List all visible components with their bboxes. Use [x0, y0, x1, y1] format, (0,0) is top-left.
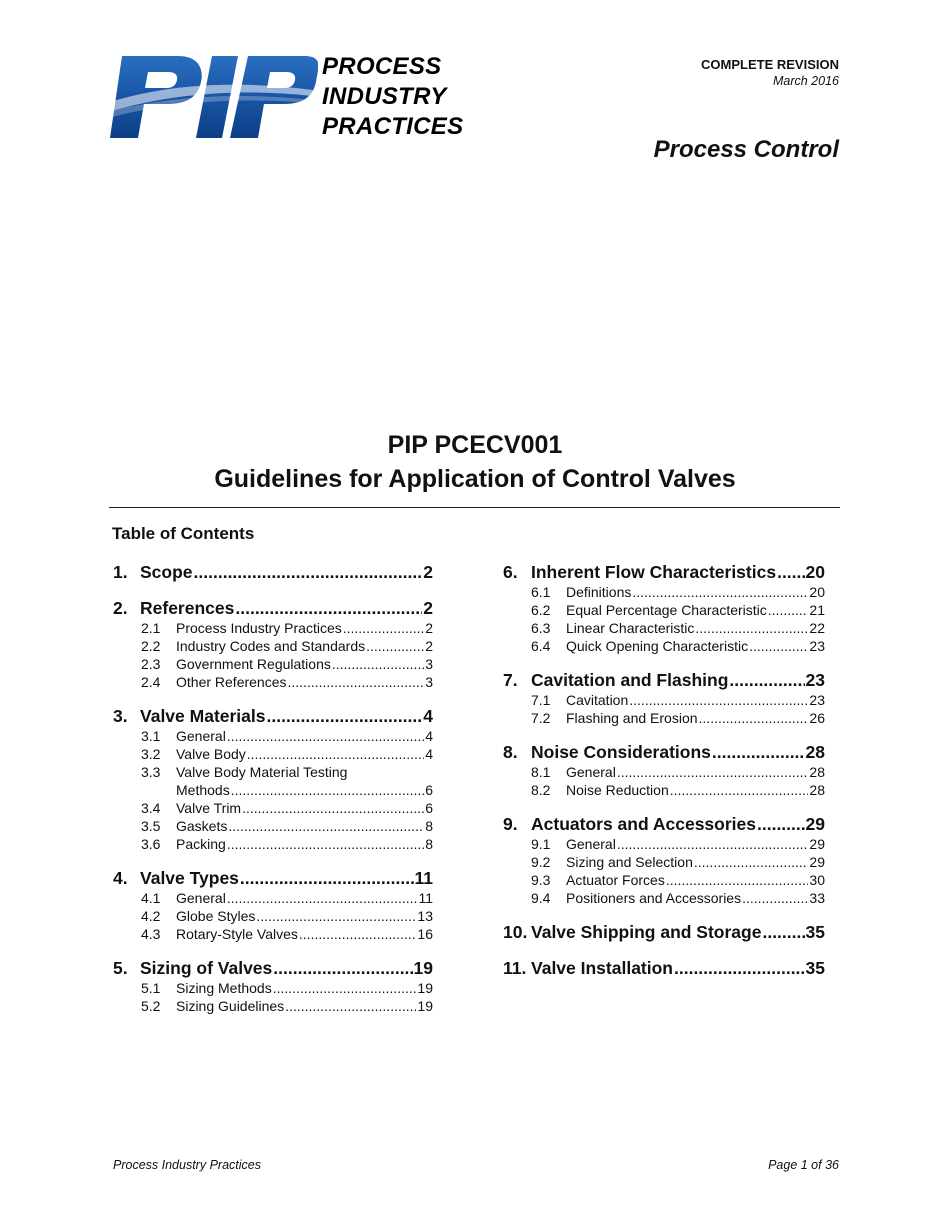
toc-leader-dots [343, 619, 424, 637]
toc-section-number: 3. [113, 706, 128, 726]
toc-subsection-page: 3 [425, 656, 433, 672]
toc-section-number: 4. [113, 868, 128, 888]
toc-section-entry[interactable] [113, 867, 433, 889]
toc-right-column [503, 561, 825, 979]
toc-section-entry[interactable] [503, 561, 825, 583]
toc-subsection-entry[interactable] [503, 853, 825, 871]
toc-section-title: Valve Shipping and Storage [531, 922, 762, 942]
toc-subsection-number: 2.3 [141, 656, 161, 672]
toc-subsection-entry[interactable] [113, 655, 433, 673]
toc-subsection-page: 33 [809, 890, 825, 906]
footer-organization: Process Industry Practices [113, 1158, 261, 1172]
logo-word: PRACTICES [322, 113, 464, 140]
toc-subsection-number: 6.3 [531, 620, 551, 636]
pip-logo [108, 50, 480, 146]
toc-leader-dots [227, 889, 418, 907]
toc-section-number: 8. [503, 742, 518, 762]
toc-subsection-number: 4.3 [141, 926, 161, 942]
document-category: Process Control [653, 136, 839, 163]
toc-section-number: 10. [503, 922, 528, 942]
toc-subsection-title: Sizing and Selection [566, 854, 693, 870]
toc-subsection-number: 9.4 [531, 890, 551, 906]
toc-section-number: 11. [503, 958, 527, 978]
toc-leader-dots [227, 727, 424, 745]
toc-subsection-title-continued: Methods [176, 782, 230, 798]
toc-leader-dots [242, 799, 424, 817]
toc-section-entry[interactable] [113, 705, 433, 727]
toc-subsection-page: 28 [809, 764, 825, 780]
toc-subsection-entry[interactable] [113, 673, 433, 691]
toc-subsection-entry[interactable] [113, 799, 433, 817]
toc-section-title: Sizing of Valves [140, 958, 273, 978]
toc-spacer [113, 691, 433, 705]
toc-leader-dots [247, 745, 424, 763]
toc-subsection-page: 20 [809, 584, 825, 600]
toc-subsection-page: 6 [425, 800, 433, 816]
toc-leader-dots [235, 597, 422, 619]
toc-subsection-number: 8.1 [531, 764, 551, 780]
toc-section-page: 28 [805, 742, 825, 762]
toc-subsection-entry[interactable] [503, 763, 825, 781]
toc-section-page: 20 [805, 562, 825, 582]
toc-subsection-number: 9.3 [531, 872, 551, 888]
toc-subsection-number: 3.2 [141, 746, 161, 762]
toc-section-title: Valve Types [140, 868, 239, 888]
toc-subsection-entry[interactable] [113, 907, 433, 925]
toc-subsection-title: Actuator Forces [566, 872, 665, 888]
toc-subsection-page: 13 [417, 908, 433, 924]
toc-spacer [113, 583, 433, 597]
toc-subsection-entry[interactable] [113, 763, 433, 781]
toc-subsection-entry[interactable] [503, 601, 825, 619]
toc-section-title: Noise Considerations [531, 742, 711, 762]
toc-leader-dots [617, 835, 809, 853]
toc-subsection-entry[interactable] [113, 835, 433, 853]
toc-subsection-page: 23 [809, 638, 825, 654]
title-divider [109, 507, 840, 508]
toc-subsection-entry[interactable] [503, 889, 825, 907]
toc-leader-dots [777, 561, 804, 583]
toc-subsection-title: Flashing and Erosion [566, 710, 698, 726]
toc-section-page: 19 [413, 958, 433, 978]
toc-subsection-entry[interactable] [113, 925, 433, 943]
toc-subsection-number: 6.4 [531, 638, 551, 654]
toc-subsection-page: 29 [809, 836, 825, 852]
toc-subsection-page: 2 [425, 620, 433, 636]
toc-leader-dots [699, 709, 809, 727]
toc-leader-dots [629, 691, 808, 709]
logo-word: INDUSTRY [322, 83, 447, 110]
toc-subsection-number: 3.4 [141, 800, 161, 816]
toc-leader-dots [742, 889, 808, 907]
toc-subsection-entry[interactable] [113, 817, 433, 835]
toc-spacer [503, 727, 825, 741]
toc-subsection-page: 2 [425, 638, 433, 654]
document-name: Guidelines for Application of Control Valves [214, 465, 736, 493]
toc-spacer [503, 943, 825, 957]
toc-subsection-entry[interactable] [503, 709, 825, 727]
toc-leader-dots [227, 835, 424, 853]
toc-subsection-title: Sizing Guidelines [176, 998, 285, 1014]
toc-leader-dots [695, 619, 808, 637]
toc-subsection-entry[interactable] [113, 745, 433, 763]
toc-leader-dots [768, 601, 809, 619]
toc-section-page: 29 [805, 814, 825, 834]
toc-subsection-page: 19 [417, 980, 433, 996]
toc-subsection-title: Definitions [566, 584, 632, 600]
toc-leader-dots [228, 817, 424, 835]
toc-subsection-title: Government Regulations [176, 656, 331, 672]
toc-leader-dots [332, 655, 424, 673]
toc-subsection-number: 7.2 [531, 710, 551, 726]
toc-subsection-title: Valve Body [176, 746, 246, 762]
toc-section-page: 2 [423, 562, 433, 582]
toc-section-number: 1. [113, 562, 128, 582]
toc-section-title: Inherent Flow Characteristics [531, 562, 777, 582]
toc-subsection-title: Equal Percentage Characteristic [566, 602, 767, 618]
toc-leader-dots [240, 867, 414, 889]
toc-subsection-title: Industry Codes and Standards [176, 638, 366, 654]
toc-subsection-number: 2.1 [141, 620, 161, 636]
revision-label: COMPLETE REVISION [701, 57, 839, 72]
toc-section-page: 11 [414, 868, 433, 888]
toc-spacer [113, 853, 433, 867]
toc-leader-dots [273, 979, 417, 997]
toc-leader-dots [762, 921, 804, 943]
toc-section-entry[interactable] [503, 921, 825, 943]
toc-subsection-entry[interactable] [113, 727, 433, 745]
toc-subsection-page: 22 [809, 620, 825, 636]
toc-section-entry[interactable] [503, 669, 825, 691]
toc-subsection-entry[interactable] [503, 871, 825, 889]
toc-subsection-page: 8 [425, 818, 433, 834]
toc-subsection-number: 4.1 [141, 890, 161, 906]
toc-subsection-entry[interactable] [503, 781, 825, 799]
toc-subsection-title: Process Industry Practices [176, 620, 342, 636]
toc-subsection-entry[interactable] [113, 619, 433, 637]
toc-subsection-page: 30 [809, 872, 825, 888]
toc-spacer [503, 799, 825, 813]
toc-subsection-entry[interactable] [503, 691, 825, 709]
toc-subsection-page: 19 [417, 998, 433, 1014]
toc-subsection-page: 28 [809, 782, 825, 798]
toc-subsection-number: 6.1 [531, 584, 551, 600]
toc-leader-dots [299, 925, 417, 943]
toc-section-entry[interactable] [503, 813, 825, 835]
pip-logo-mark [108, 50, 318, 146]
toc-subsection-number: 3.5 [141, 818, 161, 834]
toc-subsection-page: 11 [418, 890, 433, 906]
toc-subsection-entry[interactable] [113, 889, 433, 907]
toc-subsection-number: 5.2 [141, 998, 161, 1014]
toc-section-page: 35 [805, 958, 825, 978]
toc-leader-dots [288, 673, 425, 691]
toc-subsection-title: Globe Styles [176, 908, 256, 924]
toc-subsection-title: Other References [176, 674, 287, 690]
toc-subsection-title: Quick Opening Characteristic [566, 638, 749, 654]
toc-spacer [503, 655, 825, 669]
toc-subsection-number: 3.1 [141, 728, 161, 744]
toc-subsection-entry[interactable] [113, 979, 433, 997]
toc-subsection-number: 2.2 [141, 638, 161, 654]
toc-section-title: Valve Materials [140, 706, 266, 726]
toc-subsection-page: 29 [809, 854, 825, 870]
toc-subsection-title: General [176, 890, 226, 906]
toc-subsection-number: 6.2 [531, 602, 551, 618]
toc-subsection-title: Packing [176, 836, 226, 852]
toc-spacer [113, 943, 433, 957]
toc-subsection-number: 3.3 [141, 764, 161, 780]
toc-section-entry[interactable] [113, 561, 433, 583]
toc-heading: Table of Contents [112, 524, 255, 543]
toc-leader-dots [666, 871, 809, 889]
toc-leader-dots [273, 957, 412, 979]
toc-subsection-entry[interactable] [503, 637, 825, 655]
toc-leader-dots [267, 705, 423, 727]
toc-subsection-page: 3 [425, 674, 433, 690]
toc-subsection-page: 8 [425, 836, 433, 852]
toc-section-entry[interactable] [503, 957, 825, 979]
toc-section-entry[interactable] [113, 597, 433, 619]
toc-spacer [503, 907, 825, 921]
toc-section-number: 6. [503, 562, 518, 582]
toc-subsection-page: 6 [425, 782, 433, 798]
toc-subsection-title: Valve Body Material Testing [176, 764, 348, 780]
toc-section-title: References [140, 598, 235, 618]
toc-subsection-title: General [176, 728, 226, 744]
toc-leader-dots [749, 637, 808, 655]
toc-subsection-entry[interactable] [113, 637, 433, 655]
toc-section-number: 2. [113, 598, 128, 618]
toc-leader-dots [285, 997, 416, 1015]
toc-subsection-entry[interactable] [113, 997, 433, 1015]
toc-section-title: Scope [140, 562, 193, 582]
toc-subsection-number: 7.1 [531, 692, 551, 708]
toc-subsection-title: Linear Characteristic [566, 620, 695, 636]
toc-section-number: 5. [113, 958, 128, 978]
document-title [0, 428, 950, 496]
toc-left-column [113, 561, 433, 1015]
toc-subsection-number: 9.2 [531, 854, 551, 870]
toc-section-title: Cavitation and Flashing [531, 670, 729, 690]
toc-leader-dots [729, 669, 804, 691]
toc-leader-dots [632, 583, 808, 601]
toc-section-number: 7. [503, 670, 518, 690]
toc-subsection-number: 2.4 [141, 674, 161, 690]
toc-leader-dots [670, 781, 809, 799]
toc-leader-dots [194, 561, 423, 583]
toc-section-entry[interactable] [503, 741, 825, 763]
toc-subsection-entry[interactable] [503, 619, 825, 637]
toc-subsection-number: 8.2 [531, 782, 551, 798]
footer-page-number: Page 1 of 36 [768, 1158, 839, 1172]
toc-subsection-title: General [566, 764, 616, 780]
logo-word: PROCESS [322, 53, 442, 80]
toc-subsection-page: 16 [417, 926, 433, 942]
toc-section-title: Actuators and Accessories [531, 814, 756, 834]
toc-subsection-number: 3.6 [141, 836, 161, 852]
toc-leader-dots [694, 853, 809, 871]
toc-subsection-number: 5.1 [141, 980, 161, 996]
toc-leader-dots [674, 957, 805, 979]
toc-subsection-page: 21 [809, 602, 825, 618]
toc-section-entry[interactable] [113, 957, 433, 979]
toc-leader-dots [231, 781, 425, 799]
toc-leader-dots [366, 637, 424, 655]
toc-subsection-entry-continued[interactable] [113, 781, 433, 799]
toc-leader-dots [256, 907, 416, 925]
toc-subsection-page: 4 [425, 746, 433, 762]
toc-section-page: 2 [423, 598, 433, 618]
toc-section-page: 23 [805, 670, 825, 690]
toc-subsection-number: 9.1 [531, 836, 551, 852]
toc-subsection-entry[interactable] [503, 583, 825, 601]
toc-subsection-title: Rotary-Style Valves [176, 926, 298, 942]
toc-leader-dots [712, 741, 805, 763]
logo-wordmark [322, 52, 480, 142]
toc-section-page: 35 [805, 922, 825, 942]
toc-subsection-title: Noise Reduction [566, 782, 669, 798]
toc-subsection-title: Positioners and Accessories [566, 890, 742, 906]
toc-subsection-title: Sizing Methods [176, 980, 272, 996]
toc-subsection-page: 4 [425, 728, 433, 744]
toc-section-title: Valve Installation [531, 958, 673, 978]
toc-subsection-entry[interactable] [503, 835, 825, 853]
toc-leader-dots [757, 813, 805, 835]
toc-subsection-title: Gaskets [176, 818, 228, 834]
toc-leader-dots [617, 763, 809, 781]
toc-subsection-title: Valve Trim [176, 800, 242, 816]
revision-block [701, 57, 839, 89]
document-number: PIP PCECV001 [387, 431, 563, 459]
revision-date: March 2016 [772, 74, 839, 88]
toc-subsection-page: 23 [809, 692, 825, 708]
toc-subsection-title: Cavitation [566, 692, 629, 708]
toc-subsection-number: 4.2 [141, 908, 161, 924]
toc-subsection-page: 26 [809, 710, 825, 726]
toc-section-number: 9. [503, 814, 518, 834]
toc-section-page: 4 [423, 706, 433, 726]
toc-subsection-title: General [566, 836, 616, 852]
